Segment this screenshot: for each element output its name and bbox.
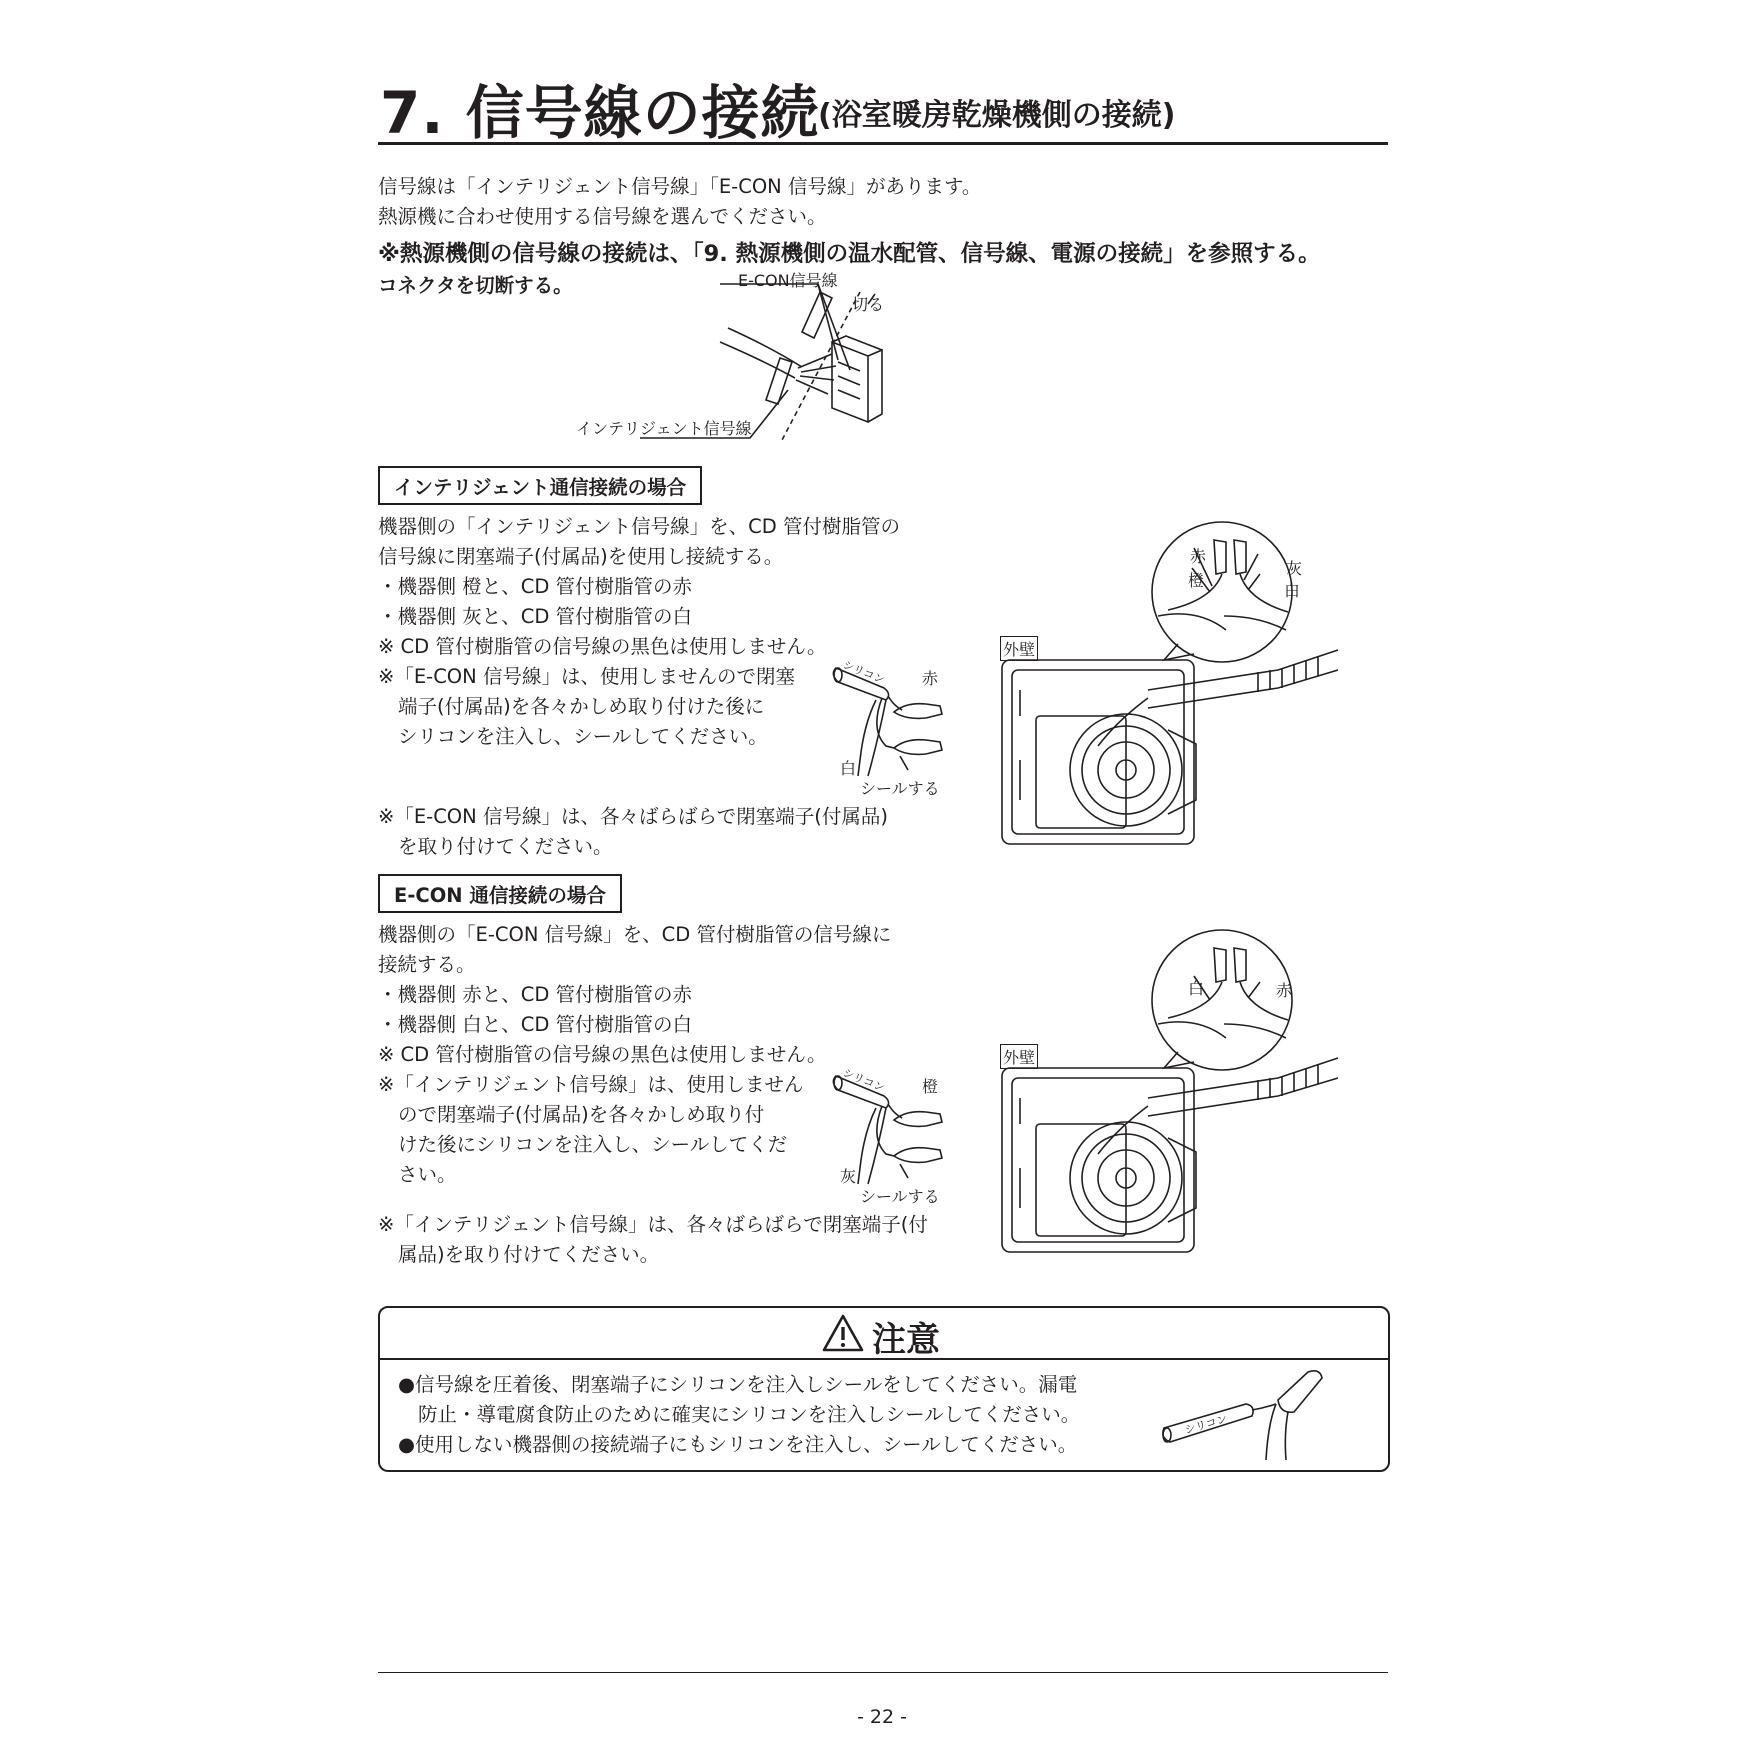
econ-line: ※ CD 管付樹脂管の信号線の黒色は使用しません。 (378, 1043, 827, 1066)
seal-label-top: 橙 (922, 1077, 939, 1096)
seal-figure-1 (830, 660, 960, 800)
seal-label-seal: シールする (860, 779, 940, 798)
seal-label-bottom: 白 (840, 759, 857, 778)
intelligent-line: ・機器側 橙と、CD 管付樹脂管の赤 (378, 575, 693, 598)
page-subtitle: (浴室暖房乾燥機側の接続) (818, 98, 1176, 133)
intro-line-1: 信号線は「インテリジェント信号線」「E-CON 信号線」があります。 (378, 175, 982, 198)
econ-line: ・機器側 白と、CD 管付樹脂管の白 (378, 1013, 693, 1036)
silicone-tube-label: シリコン (840, 658, 887, 687)
silicone-tube-label: シリコン (1183, 1412, 1229, 1437)
econ-line: 接続する。 (378, 953, 476, 976)
outer-wall-label: 外壁 (1000, 1044, 1038, 1069)
econ-line: けた後にシリコンを注入し、シールしてくだ (398, 1133, 788, 1156)
econ-line: 機器側の「E-CON 信号線」を、CD 管付樹脂管の信号線に (378, 923, 892, 946)
wire-label-b: 赤 (1276, 981, 1293, 1000)
wire-label-a: 赤 (1190, 547, 1207, 566)
intelligent-line: ※「E-CON 信号線」は、使用しませんので閉塞 (378, 665, 795, 688)
econ-note-2b: 属品)を取り付けてください。 (398, 1243, 660, 1266)
wire-label-a: 白 (1188, 979, 1205, 998)
econ-line: ※「インテリジェント信号線」は、使用しません (378, 1073, 804, 1096)
caution-item-2: ●使用しない機器側の接続端子にもシリコンを注入し、シールしてください。 (398, 1433, 1078, 1456)
econ-line: さい。 (398, 1163, 457, 1186)
section-heading-intelligent: インテリジェント通信接続の場合 (378, 466, 702, 505)
cut-label: 切る (852, 295, 885, 314)
silicone-tube-label: シリコン (840, 1066, 887, 1095)
intelligent-wire-label: インテリジェント信号線 (576, 419, 752, 438)
page-title: 7. 信号線の接続 (380, 79, 820, 147)
step-cut-connector: コネクタを切断する。 (378, 274, 573, 297)
warning-triangle-icon (822, 1314, 864, 1352)
connector-cut-figure (570, 272, 900, 442)
intelligent-note-2b: を取り付けてください。 (398, 835, 613, 858)
econ-instructions (378, 920, 891, 1190)
caution-item-1b: 防止・導電腐食防止のために確実にシリコンを注入しシールしてください。 (418, 1403, 1081, 1426)
intelligent-line: 端子(付属品)を各々かしめ取り付けた後に (398, 695, 765, 718)
caution-box (378, 1306, 1390, 1472)
econ-line: ので閉塞端子(付属品)を各々かしめ取り付 (398, 1103, 765, 1126)
intelligent-line: ※ CD 管付樹脂管の信号線の黒色は使用しません。 (378, 635, 827, 658)
econ-wire-label: E-CON信号線 (738, 271, 838, 290)
seal-label-bottom: 灰 (840, 1167, 857, 1186)
intro-line-2: 熱源機に合わせ使用する信号線を選んでください。 (378, 205, 827, 228)
caution-item-1: ●信号線を圧着後、閉塞端子にシリコンを注入しシールをしてください。漏電 (398, 1373, 1078, 1396)
seal-label-top: 赤 (922, 669, 939, 688)
page-number: - 22 - (857, 1706, 907, 1728)
device-figure-econ (998, 928, 1338, 1254)
econ-line: ・機器側 赤と、CD 管付樹脂管の赤 (378, 983, 693, 1006)
section-heading-econ: E-CON 通信接続の場合 (378, 874, 622, 913)
silicone-illustration (1158, 1364, 1358, 1466)
caution-title: 注意 (872, 1320, 940, 1360)
intelligent-line: 信号線に閉塞端子(付属品)を使用し接続する。 (378, 545, 784, 568)
seal-label-seal: シールする (860, 1187, 940, 1206)
intelligent-line: ・機器側 灰と、CD 管付樹脂管の白 (378, 605, 693, 628)
intelligent-line: 機器側の「インテリジェント信号線」を、CD 管付樹脂管の (378, 515, 900, 538)
intelligent-note-2: ※「E-CON 信号線」は、各々ばらばらで閉塞端子(付属品) (378, 805, 888, 828)
intelligent-instructions (378, 512, 900, 752)
wire-label-c: 灰 (1286, 559, 1303, 578)
econ-note-2: ※「インテリジェント信号線」は、各々ばらばらで閉塞端子(付 (378, 1213, 928, 1236)
outer-wall-label: 外壁 (1000, 636, 1038, 661)
intelligent-line: シリコンを注入し、シールしてください。 (398, 725, 768, 748)
footer-divider (378, 1672, 1388, 1673)
page-header (378, 66, 1388, 145)
seal-figure-2 (830, 1068, 960, 1208)
caution-header (380, 1308, 1388, 1360)
device-figure-intelligent (998, 520, 1338, 846)
wire-label-b: 橙 (1188, 571, 1205, 590)
intro-reference-note: ※熱源機側の信号線の接続は、「9. 熱源機側の温水配管、信号線、電源の接続」を参照する。 (378, 241, 1321, 267)
wire-label-d: 白 (1284, 581, 1301, 600)
